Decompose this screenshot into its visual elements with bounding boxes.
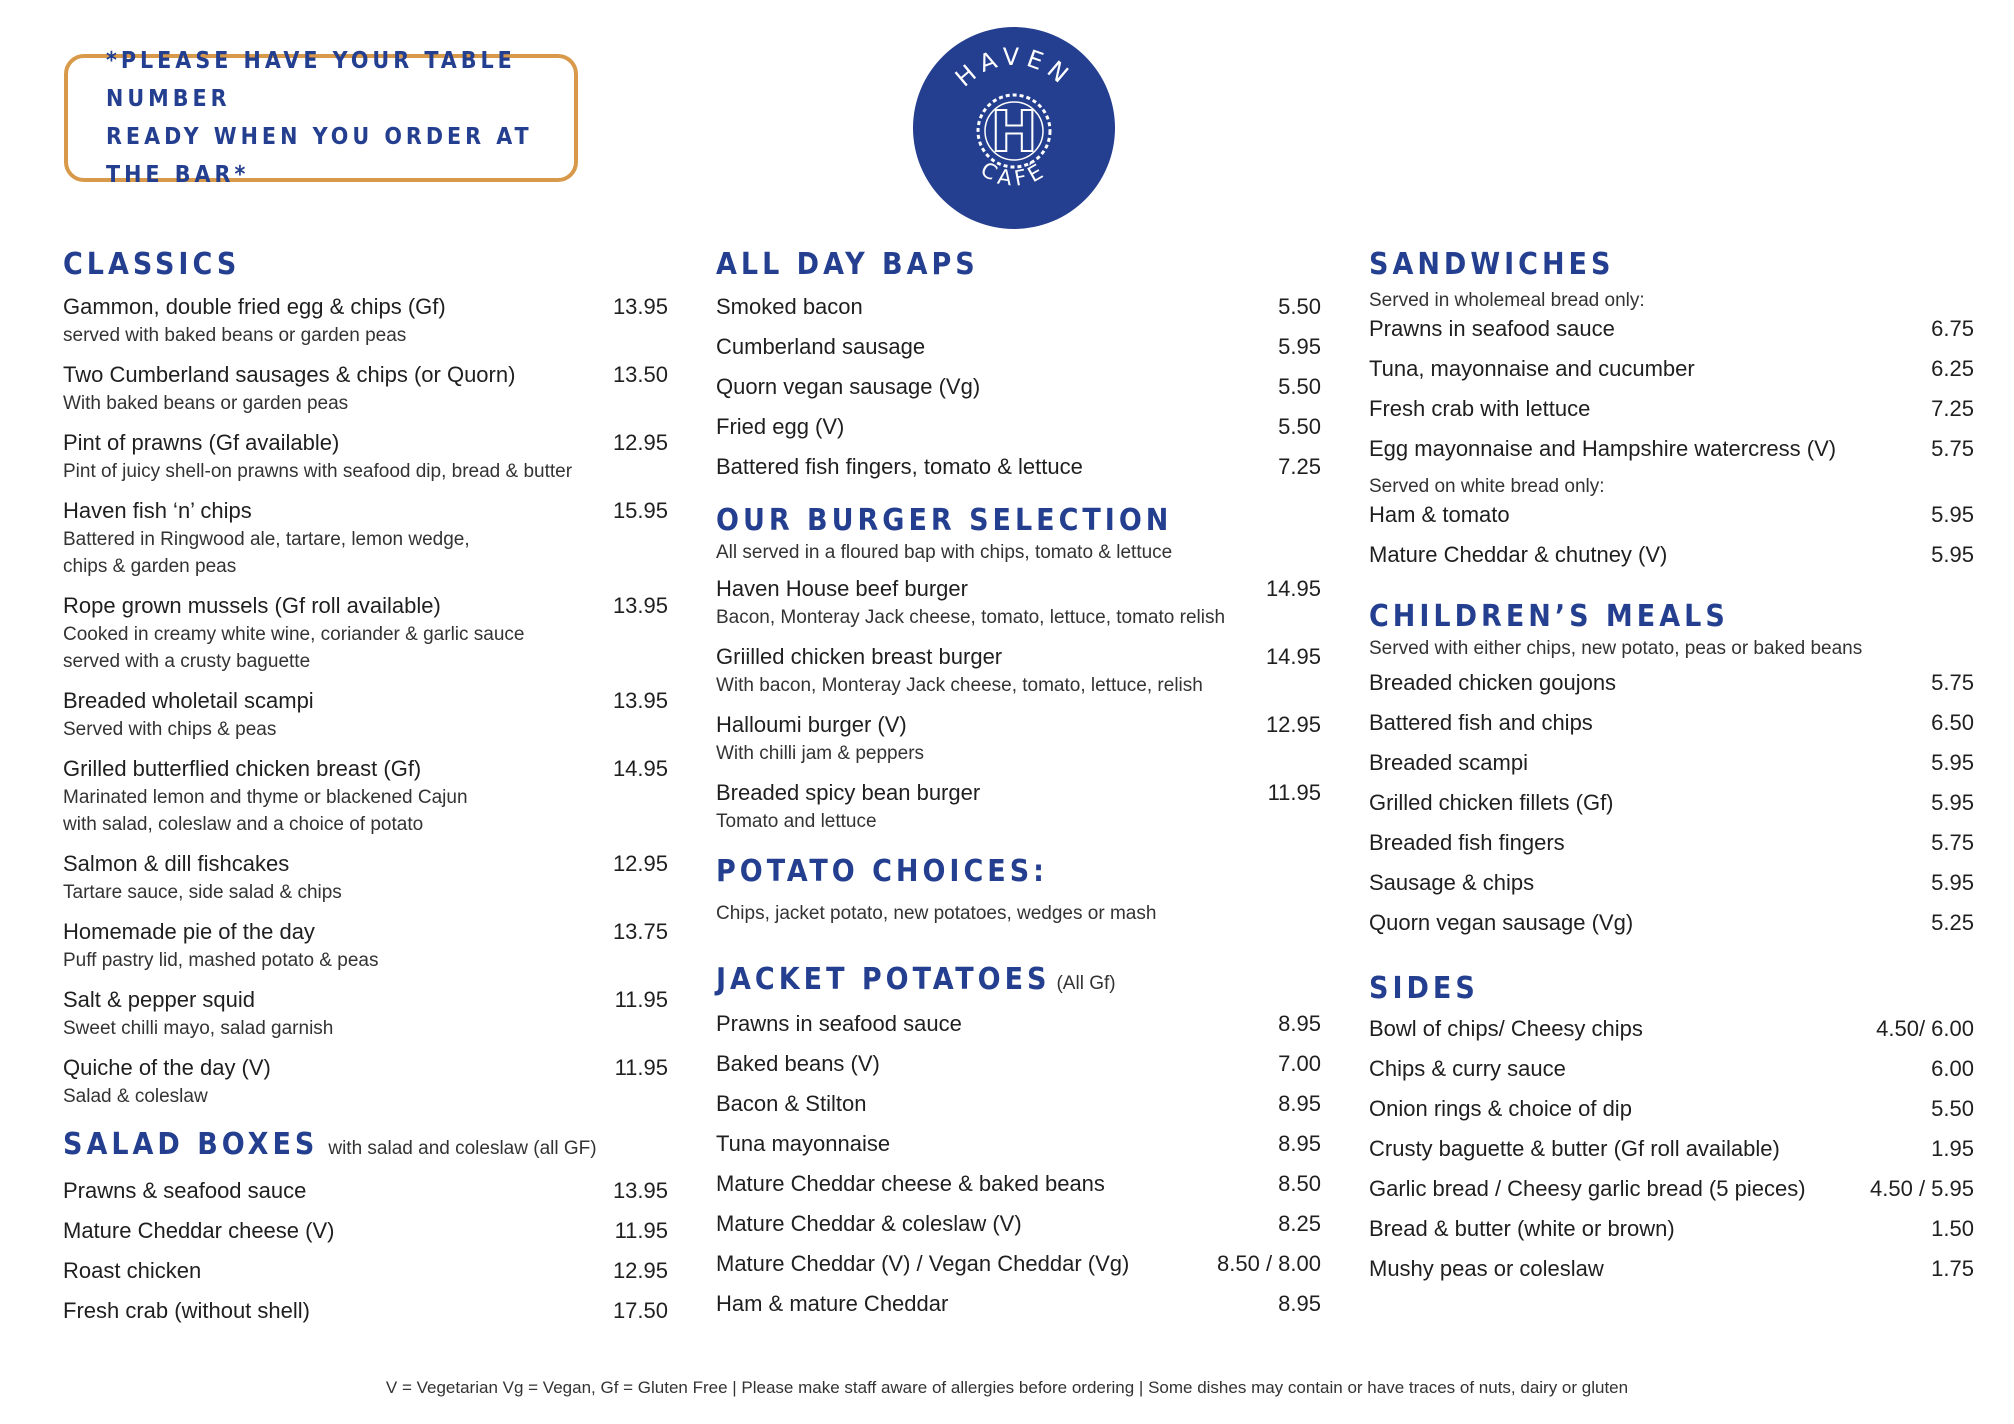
menu-item-row [63, 1256, 668, 1286]
menu-item-row [63, 1296, 668, 1326]
menu-item-price: 7.25 [1278, 454, 1321, 479]
menu-item-price: 8.50 / 8.00 [1217, 1251, 1321, 1276]
logo-bottom-text: CAFÉ [976, 157, 1052, 192]
menu-item-description: served with a crusty baguette [63, 651, 311, 672]
menu-item-price: 6.00 [1931, 1056, 1974, 1081]
menu-item [63, 1053, 668, 1110]
menu-item-price: 15.95 [612, 498, 668, 523]
menu-item-name: Tuna, mayonnaise and cucumber [1369, 356, 1695, 381]
menu-item [1369, 788, 1974, 818]
menu-item-name: Tuna mayonnaise [716, 1131, 891, 1156]
menu-item-price: 5.95 [1931, 870, 1974, 895]
menu-item-row [716, 710, 1321, 740]
menu-item-description: With baked beans or garden peas [63, 393, 349, 414]
menu-item-name: Fresh crab with lettuce [1369, 396, 1591, 421]
section-title-sides: SIDES [1369, 971, 1479, 1006]
menu-item [63, 292, 668, 349]
menu-item-price: 5.50 [1931, 1096, 1974, 1121]
salad-boxes-list [63, 1176, 668, 1326]
menu-item-name: Ham & mature Cheddar [716, 1291, 949, 1316]
menu-item-price: 1.75 [1931, 1256, 1974, 1281]
sandwiches-wholemeal-note: Served in wholemeal bread only: [1369, 290, 1645, 311]
menu-item-name: Breaded chicken goujons [1369, 670, 1617, 695]
childrens-meals-subtitle: Served with either chips, new potato, peas or baked beans [1369, 638, 1863, 659]
menu-item-price: 1.95 [1931, 1136, 1974, 1161]
menu-item-row [63, 917, 668, 947]
menu-item-name: Onion rings & choice of dip [1369, 1096, 1632, 1121]
menu-item-row [1369, 1174, 1974, 1204]
menu-item-price: 5.95 [1931, 502, 1974, 527]
menu-item [1369, 500, 1974, 530]
menu-item [63, 1296, 668, 1326]
menu-item-name: Smoked bacon [716, 294, 863, 319]
menu-item-name: Breaded wholetail scampi [63, 688, 314, 713]
menu-item [1369, 394, 1974, 424]
jacket-potatoes-list [716, 1009, 1321, 1319]
menu-item-row [716, 778, 1321, 808]
menu-item-row [1369, 500, 1974, 530]
menu-item-row [63, 1176, 668, 1206]
menu-item [1369, 434, 1974, 464]
menu-item-price: 7.00 [1278, 1051, 1321, 1076]
menu-item [716, 1209, 1321, 1239]
menu-item-name: Roast chicken [63, 1258, 202, 1283]
menu-item-name: Bread & butter (white or brown) [1369, 1216, 1675, 1241]
menu-item-name: Sausage & chips [1369, 870, 1535, 895]
menu-item [1369, 828, 1974, 858]
haven-cafe-logo [913, 27, 1115, 229]
menu-item-price: 5.50 [1278, 294, 1321, 319]
menu-item-price: 5.95 [1931, 542, 1974, 567]
menu-item-name: Mushy peas or coleslaw [1369, 1256, 1604, 1281]
menu-item-name: Fresh crab (without shell) [63, 1298, 310, 1323]
menu-item-row [1369, 354, 1974, 384]
menu-item-description: with salad, coleslaw and a choice of potato [63, 814, 424, 835]
section-title-salad-boxes [63, 1126, 668, 1168]
menu-item-row [1369, 1134, 1974, 1164]
menu-item [1369, 708, 1974, 738]
menu-item-name: Pint of prawns (Gf available) [63, 430, 340, 455]
menu-item-name: Mature Cheddar (V) / Vegan Cheddar (Vg) [716, 1251, 1130, 1276]
menu-item-row [716, 574, 1321, 604]
menu-item-price: 13.95 [612, 688, 668, 713]
menu-item [1369, 1214, 1974, 1244]
menu-item-name: Bowl of chips/ Cheesy chips [1369, 1016, 1643, 1041]
menu-item-name: Grilled chicken fillets (Gf) [1369, 790, 1614, 815]
menu-item-price: 5.75 [1931, 670, 1974, 695]
menu-item [63, 428, 668, 485]
logo-emblem [913, 27, 1115, 229]
sandwiches-white-note: Served on white bread only: [1369, 476, 1605, 497]
menu-item-row [1369, 908, 1974, 938]
table-number-notice [64, 48, 578, 188]
menu-item-row [63, 754, 668, 784]
section-title-childrens-meals: CHILDREN’S MEALS [1369, 599, 1729, 634]
menu-item-name: Mature Cheddar & coleslaw (V) [716, 1211, 1022, 1236]
menu-item [1369, 1174, 1974, 1204]
menu-item-price: 12.95 [612, 430, 668, 455]
menu-item-name: Grilled butterflied chicken breast (Gf) [63, 756, 422, 781]
menu-item [716, 292, 1321, 322]
menu-item-name: Halloumi burger (V) [716, 712, 907, 737]
menu-item [716, 1089, 1321, 1119]
classics-list [63, 292, 668, 1110]
menu-item-price: 6.75 [1931, 316, 1974, 341]
sandwiches-wholemeal-list [1369, 314, 1974, 464]
menu-item-price: 14.95 [1265, 644, 1321, 669]
menu-item-price: 8.95 [1278, 1131, 1321, 1156]
menu-item-row [1369, 708, 1974, 738]
menu-item-row [716, 1129, 1321, 1159]
menu-item [63, 591, 668, 675]
menu-item-row [1369, 394, 1974, 424]
menu-item-price: 14.95 [612, 756, 668, 781]
logo-top-text: HAVEN [949, 42, 1079, 93]
burgers-list [716, 574, 1321, 835]
menu-item-row [1369, 1054, 1974, 1084]
menu-item-description: Bacon, Monteray Jack cheese, tomato, lettuce, tomato relish [716, 607, 1226, 628]
menu-item-row [63, 985, 668, 1015]
menu-item-price: 12.95 [612, 1258, 668, 1283]
menu-item-name: Mature Cheddar cheese (V) [63, 1218, 335, 1243]
jacket-potatoes-title: JACKET POTATOES [716, 962, 1051, 997]
menu-item-name: Battered fish fingers, tomato & lettuce [716, 454, 1083, 479]
notice-line-2: READY WHEN YOU ORDER AT THE BAR* [106, 124, 533, 188]
menu-item-row [1369, 668, 1974, 698]
menu-item [63, 849, 668, 906]
section-title-classics: CLASSICS [63, 247, 241, 282]
menu-item-row [716, 332, 1321, 362]
menu-item-price: 8.25 [1278, 1211, 1321, 1236]
menu-item [63, 1216, 668, 1246]
menu-item-description: Puff pastry lid, mashed potato & peas [63, 950, 379, 971]
menu-item-name: Cumberland sausage [716, 334, 926, 359]
section-title-potato-choices: POTATO CHOICES: [716, 854, 1048, 889]
column-right [1369, 246, 1974, 1294]
menu-item-description: With chilli jam & peppers [716, 743, 925, 764]
menu-item-price: 5.75 [1931, 830, 1974, 855]
menu-item-price: 13.50 [612, 362, 668, 387]
menu-item-row [63, 591, 668, 621]
salad-boxes-note: with salad and coleslaw (all GF) [328, 1138, 597, 1159]
menu-item [63, 1256, 668, 1286]
menu-item-row [1369, 828, 1974, 858]
menu-item [716, 452, 1321, 482]
menu-item [1369, 1014, 1974, 1044]
section-title-sandwiches: SANDWICHES [1369, 247, 1615, 282]
sandwiches-white-list [1369, 500, 1974, 570]
baps-list [716, 292, 1321, 482]
menu-item [63, 496, 668, 580]
menu-item-price: 1.50 [1931, 1216, 1974, 1241]
section-title-burgers: OUR BURGER SELECTION [716, 503, 1173, 538]
menu-item-description: chips & garden peas [63, 556, 237, 577]
menu-item-description: Battered in Ringwood ale, tartare, lemon wedge, [63, 529, 470, 550]
menu-item [63, 985, 668, 1042]
menu-item-name: Mature Cheddar & chutney (V) [1369, 542, 1668, 567]
menu-item [716, 1009, 1321, 1039]
menu-item-name: Quorn vegan sausage (Vg) [1369, 910, 1634, 935]
menu-item-price: 14.95 [1265, 576, 1321, 601]
menu-item [716, 1049, 1321, 1079]
menu-item-price: 5.95 [1278, 334, 1321, 359]
section-title-baps: ALL DAY BAPS [716, 247, 979, 282]
menu-item-price: 11.95 [614, 1055, 668, 1080]
menu-item-description: Served with chips & peas [63, 719, 277, 740]
menu-item-price: 5.25 [1931, 910, 1974, 935]
menu-item [716, 574, 1321, 631]
menu-item [716, 1129, 1321, 1159]
menu-item [716, 1169, 1321, 1199]
menu-item-row [716, 1049, 1321, 1079]
menu-item [716, 332, 1321, 362]
menu-item-name: Haven fish ‘n’ chips [63, 498, 252, 523]
menu-item-price: 5.50 [1278, 414, 1321, 439]
menu-item [1369, 314, 1974, 344]
menu-item-price: 4.50 / 5.95 [1870, 1176, 1974, 1201]
menu-item-price: 13.95 [612, 294, 668, 319]
menu-item [63, 360, 668, 417]
menu-item-price: 8.95 [1278, 1091, 1321, 1116]
menu-item [1369, 748, 1974, 778]
menu-item-price: 8.95 [1278, 1011, 1321, 1036]
menu-item-description: served with baked beans or garden peas [63, 325, 407, 346]
menu-item-description: Marinated lemon and thyme or blackened Cajun [63, 787, 468, 808]
menu-item-price: 5.50 [1278, 374, 1321, 399]
sides-list [1369, 1014, 1974, 1284]
allergy-footer: V = Vegetarian Vg = Vegan, Gf = Gluten Free | Please make staff aware of allergies before ordering | Some dishes may contain or have traces of nuts, dairy or gluten [385, 1378, 1629, 1397]
menu-item-name: Two Cumberland sausages & chips (or Quorn) [63, 362, 516, 387]
menu-item [716, 642, 1321, 699]
menu-item [63, 754, 668, 838]
potato-choices-text: Chips, jacket potato, new potatoes, wedges or mash [716, 903, 1157, 924]
menu-item-row [63, 428, 668, 458]
column-left [63, 246, 668, 1336]
menu-item-row [63, 1053, 668, 1083]
menu-item [716, 710, 1321, 767]
menu-item-name: Mature Cheddar cheese & baked beans [716, 1171, 1105, 1196]
menu-item [716, 412, 1321, 442]
menu-item [1369, 1254, 1974, 1284]
menu-item-row [1369, 1254, 1974, 1284]
menu-item [63, 917, 668, 974]
section-title-jacket-potatoes [716, 961, 1321, 1003]
menu-item-name: Haven House beef burger [716, 576, 968, 601]
menu-item-description: Tomato and lettuce [716, 811, 877, 832]
menu-item-price: 5.95 [1931, 750, 1974, 775]
menu-item [716, 778, 1321, 835]
menu-item-price: 17.50 [612, 1298, 668, 1323]
menu-item-row [716, 1169, 1321, 1199]
menu-item-name: Prawns in seafood sauce [1369, 316, 1615, 341]
menu-item [1369, 668, 1974, 698]
menu-item-price: 13.95 [612, 593, 668, 618]
menu-item-name: Griilled chicken breast burger [716, 644, 1003, 669]
menu-item-price: 5.75 [1931, 436, 1974, 461]
menu-item-row [63, 360, 668, 390]
menu-item-row [63, 1216, 668, 1246]
menu-item-price: 5.95 [1931, 790, 1974, 815]
menu-item-name: Ham & tomato [1369, 502, 1510, 527]
menu-item [716, 1249, 1321, 1279]
menu-item-row [63, 686, 668, 716]
menu-item [63, 1176, 668, 1206]
menu-item-description: Sweet chilli mayo, salad garnish [63, 1018, 334, 1039]
menu-item-row [716, 452, 1321, 482]
menu-item-price: 8.95 [1278, 1291, 1321, 1316]
menu-item-price: 6.50 [1931, 710, 1974, 735]
menu-item-name: Prawns & seafood sauce [63, 1178, 307, 1203]
menu-item-price: 12.95 [612, 851, 668, 876]
menu-item-name: Baked beans (V) [716, 1051, 880, 1076]
menu-item [1369, 540, 1974, 570]
menu-item-description: Cooked in creamy white wine, coriander & garlic sauce [63, 624, 525, 645]
menu-item-row [716, 292, 1321, 322]
menu-item-row [1369, 1014, 1974, 1044]
menu-item-price: 13.75 [612, 919, 668, 944]
menu-item-row [716, 1209, 1321, 1239]
menu-item-row [1369, 788, 1974, 818]
logo-monogram: H [990, 100, 1038, 165]
menu-item-row [716, 642, 1321, 672]
menu-item-name: Chips & curry sauce [1369, 1056, 1566, 1081]
menu-item-name: Battered fish and chips [1369, 710, 1593, 735]
menu-item-name: Breaded spicy bean burger [716, 780, 981, 805]
menu-item-name: Gammon, double fried egg & chips (Gf) [63, 294, 446, 319]
menu-item-name: Rope grown mussels (Gf roll available) [63, 593, 441, 618]
menu-item-name: Fried egg (V) [716, 414, 845, 439]
menu-item-row [716, 1249, 1321, 1279]
menu-item [1369, 908, 1974, 938]
menu-item-description: With bacon, Monteray Jack cheese, tomato, lettuce, relish [716, 675, 1203, 696]
menu-item [1369, 868, 1974, 898]
menu-item [716, 1289, 1321, 1319]
menu-item-name: Quiche of the day (V) [63, 1055, 271, 1080]
menu-item-name: Prawns in seafood sauce [716, 1011, 962, 1036]
menu-item-price: 11.95 [614, 1218, 668, 1243]
menu-item-name: Quorn vegan sausage (Vg) [716, 374, 981, 399]
menu-item-row [716, 1089, 1321, 1119]
menu-item-description: Tartare sauce, side salad & chips [63, 882, 342, 903]
burgers-subtitle: All served in a floured bap with chips, tomato & lettuce [716, 542, 1173, 563]
menu-item [716, 372, 1321, 402]
menu-item-price: 12.95 [1265, 712, 1321, 737]
menu-item-description: Pint of juicy shell-on prawns with seafood dip, bread & butter [63, 461, 573, 482]
menu-item-price: 11.95 [1267, 780, 1321, 805]
menu-item-row [716, 1009, 1321, 1039]
column-middle [716, 246, 1321, 1329]
menu-item-row [716, 372, 1321, 402]
menu-item-row [1369, 314, 1974, 344]
menu-item-name: Garlic bread / Cheesy garlic bread (5 pieces) [1369, 1176, 1806, 1201]
menu-item [1369, 1094, 1974, 1124]
menu-item-name: Crusty baguette & butter (Gf roll available) [1369, 1136, 1780, 1161]
menu-item-name: Homemade pie of the day [63, 919, 315, 944]
menu-item [1369, 1134, 1974, 1164]
menu-item-price: 6.25 [1931, 356, 1974, 381]
menu-item-price: 4.50/ 6.00 [1876, 1016, 1974, 1041]
notice-line-1: *PLEASE HAVE YOUR TABLE NUMBER [106, 48, 516, 112]
menu-item-price: 7.25 [1931, 396, 1974, 421]
menu-item [63, 686, 668, 743]
menu-item-name: Breaded scampi [1369, 750, 1528, 775]
menu-item [1369, 354, 1974, 384]
menu-item-row [1369, 434, 1974, 464]
menu-item-price: 13.95 [612, 1178, 668, 1203]
menu-item-name: Salmon & dill fishcakes [63, 851, 290, 876]
menu-item-price: 8.50 [1278, 1171, 1321, 1196]
menu-item-row [1369, 748, 1974, 778]
menu-item-row [63, 849, 668, 879]
menu-item-name: Salt & pepper squid [63, 987, 256, 1012]
menu-item-row [716, 1289, 1321, 1319]
menu-item-name: Egg mayonnaise and Hampshire watercress (V) [1369, 436, 1837, 461]
menu-item-row [1369, 868, 1974, 898]
menu-item-name: Breaded fish fingers [1369, 830, 1565, 855]
salad-boxes-title: SALAD BOXES [63, 1127, 319, 1162]
childrens-meals-list [1369, 668, 1974, 938]
menu-item-row [63, 496, 668, 526]
menu-item-row [63, 292, 668, 322]
menu-item [1369, 1054, 1974, 1084]
menu-item-price: 11.95 [614, 987, 668, 1012]
menu-item-row [1369, 1214, 1974, 1244]
jacket-potatoes-note: (All Gf) [1056, 973, 1116, 994]
menu-item-description: Salad & coleslaw [63, 1086, 208, 1107]
menu-item-row [1369, 540, 1974, 570]
menu-item-row [716, 412, 1321, 442]
menu-item-name: Bacon & Stilton [716, 1091, 867, 1116]
menu-item-row [1369, 1094, 1974, 1124]
